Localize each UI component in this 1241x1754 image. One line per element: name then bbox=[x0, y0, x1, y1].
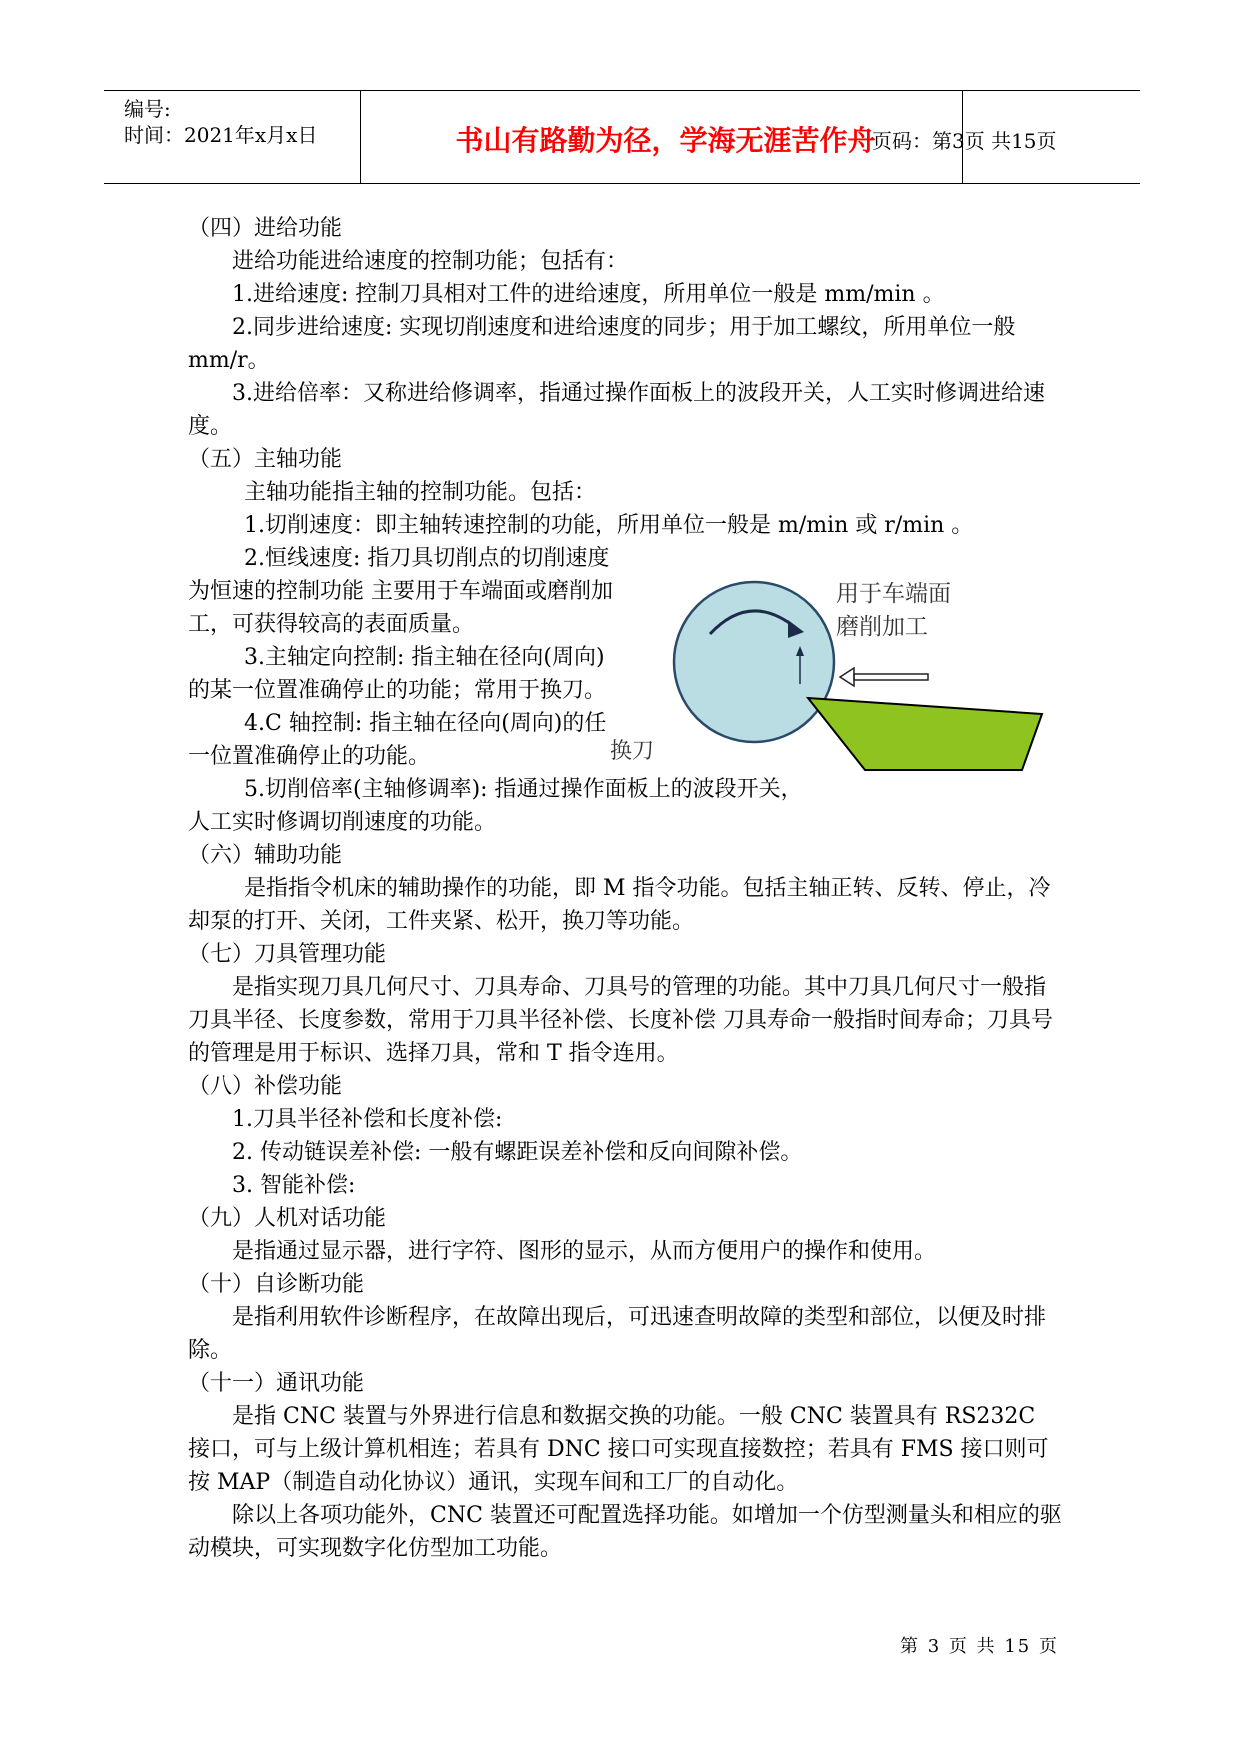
document-number-label: 编号: bbox=[124, 97, 171, 121]
hmi-body: 是指通过显示器，进行字符、图形的显示，从而方便用户的操作和使用。 bbox=[232, 1239, 937, 1264]
document-body bbox=[188, 212, 1063, 1565]
face-arrow-shaft bbox=[854, 674, 928, 680]
section-title-hmi: （九）人机对话功能 bbox=[188, 1206, 387, 1231]
header-page-label: 页码：第3页 共15页 bbox=[872, 129, 1057, 153]
header-motto: 书山有路勤为径，学海无涯苦作舟 bbox=[455, 124, 876, 157]
section-title-feed: （四）进给功能 bbox=[188, 216, 343, 241]
figure-label-toolchange: 换刀 bbox=[610, 739, 655, 764]
spindle-item-5-continued: 人工实时修调切削速度的功能。 bbox=[188, 810, 497, 835]
header-divider-left bbox=[360, 91, 361, 183]
spindle-item-2: 2.恒线速度: 指刀具切削点的切削速度为恒速的控制功能 主要用于车端面或磨削加工，可获得较高的表面质量。 bbox=[188, 546, 613, 637]
page-footer: 第 3 页 共 15 页 bbox=[900, 1636, 1059, 1657]
document-time-label: 时间：2021年x月x日 bbox=[124, 123, 318, 147]
spindle-figure bbox=[610, 556, 1080, 786]
face-arrow-head bbox=[840, 668, 854, 686]
figure-label-face: 用于车端面 bbox=[836, 581, 951, 607]
section-title-diagnosis: （十）自诊断功能 bbox=[188, 1272, 365, 1297]
figure-label-grind: 磨削加工 bbox=[836, 614, 928, 640]
aux-body: 是指指令机床的辅助操作的功能，即 M 指令功能。包括主轴正转、反转、停止，冷却泵的打开、关闭，工件夹紧、松开，换刀等功能。 bbox=[188, 876, 1051, 934]
diag-body: 是指利用软件诊断程序，在故障出现后，可迅速查明故障的类型和部位，以便及时排除。 bbox=[188, 1305, 1047, 1363]
spindle-disc bbox=[674, 582, 834, 742]
section-title-tool: （七）刀具管理功能 bbox=[188, 942, 387, 967]
comp-item-2: 2. 传动链误差补偿: 一般有螺距误差补偿和反向间隙补偿。 bbox=[232, 1140, 803, 1165]
feed-intro: 进给功能进给速度的控制功能；包括有： bbox=[232, 249, 629, 274]
section-title-spindle: （五）主轴功能 bbox=[188, 447, 343, 472]
comp-item-3: 3. 智能补偿: bbox=[232, 1173, 356, 1198]
feed-item-1: 1.进给速度: 控制刀具相对工件的进给速度，所用单位一般是 mm/min 。 bbox=[232, 282, 945, 307]
section-title-communication: （十一）通讯功能 bbox=[188, 1371, 365, 1396]
spindle-item-5: 5.切削倍率(主轴修调率): 指通过操作面板上的波段开关， bbox=[244, 777, 803, 802]
tool-body: 是指实现刀具几何尺寸、刀具寿命、刀具号的管理的功能。其中刀具几何尺寸一般指刀具半径、长度参数，常用于刀具半径补偿、长度补偿 刀具寿命一般指时间寿命；刀具号的管理是用于标识、选择刀具，常和 T 指令连用。 bbox=[188, 975, 1053, 1066]
comm-body: 是指 CNC 装置与外界进行信息和数据交换的功能。一般 CNC 装置具有 RS232C 接口，可与上级计算机相连；若具有 DNC 接口可实现直接数控；若具有 FMS 接口则可按 MAP（制造自动化协议）通讯，实现车间和工厂的自动化。 bbox=[188, 1404, 1049, 1495]
spindle-item-3: 3.主轴定向控制: 指主轴在径向(周向)的某一位置准确停止的功能；常用于换刀。 bbox=[188, 645, 607, 703]
page-header bbox=[104, 90, 1140, 184]
spindle-diagram bbox=[610, 556, 1080, 786]
section-title-compensation: （八）补偿功能 bbox=[188, 1074, 343, 1099]
feed-item-3: 3.进给倍率：又称进给修调率，指通过操作面板上的波段开关，人工实时修调进给速度。 bbox=[188, 381, 1045, 439]
feed-item-2: 2.同步进给速度: 实现切削速度和进给速度的同步；用于加工螺纹，所用单位一般 mm/r。 bbox=[188, 315, 1016, 373]
header-info-cell bbox=[114, 91, 370, 183]
section-title-aux: （六）辅助功能 bbox=[188, 843, 343, 868]
comp-item-1: 1.刀具半径补偿和长度补偿: bbox=[232, 1107, 503, 1132]
spindle-item-1: 1.切削速度：即主轴转速控制的功能，所用单位一般是 m/min 或 r/min 。 bbox=[244, 513, 974, 538]
cutting-tool bbox=[808, 698, 1042, 770]
spindle-intro: 主轴功能指主轴的控制功能。包括： bbox=[244, 480, 597, 505]
spindle-item-4: 4.C 轴控制: 指主轴在径向(周向)的任一位置准确停止的功能。 bbox=[188, 711, 607, 769]
closing-paragraph: 除以上各项功能外，CNC 装置还可配置选择功能。如增加一个仿型测量头和相应的驱动模块，可实现数字化仿型加工功能。 bbox=[188, 1503, 1062, 1561]
